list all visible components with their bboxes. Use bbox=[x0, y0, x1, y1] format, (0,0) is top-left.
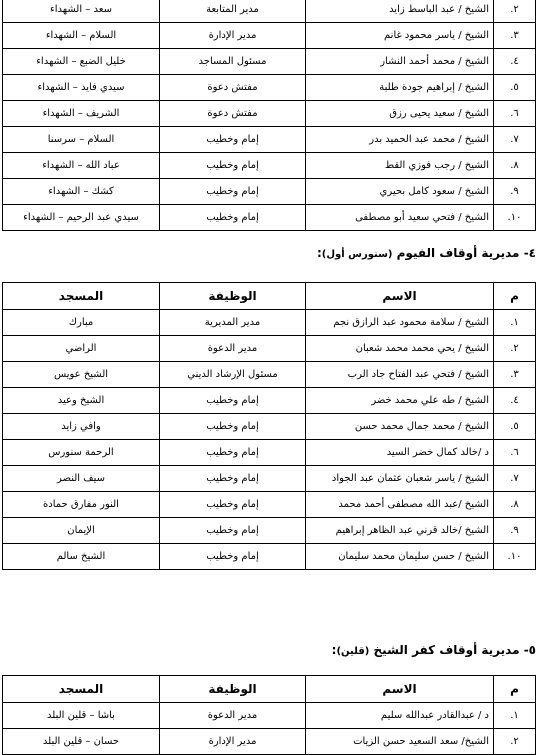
row-name: الشيخ / محمد جمال محمد حسن bbox=[306, 414, 494, 440]
row-number: ٦. bbox=[494, 440, 536, 466]
table-row bbox=[3, 440, 536, 466]
row-job: إمام وخطيب bbox=[160, 388, 306, 414]
table-row bbox=[3, 127, 536, 153]
row-number: ١. bbox=[494, 310, 536, 336]
row-job: إمام وخطيب bbox=[160, 179, 306, 205]
row-number: ١. bbox=[494, 703, 536, 729]
section-5-table bbox=[2, 675, 536, 755]
table-row bbox=[3, 310, 536, 336]
section-5-number: ٥- bbox=[523, 643, 536, 657]
row-job: إمام وخطيب bbox=[160, 492, 306, 518]
row-name: الشيخ / سعود كامل بحيري bbox=[306, 179, 494, 205]
row-number: ٥. bbox=[494, 75, 536, 101]
row-name: الشيخ / طه علي محمد خضر bbox=[306, 388, 494, 414]
header-name: الاسم bbox=[306, 283, 494, 310]
section-4-number: ٤- bbox=[523, 246, 536, 260]
table-row bbox=[3, 336, 536, 362]
row-mosque: النور مفارق حمادة bbox=[3, 492, 160, 518]
table-row bbox=[3, 75, 536, 101]
row-job: مفتش دعوة bbox=[160, 75, 306, 101]
row-name: الشيخ / فتحي عبد الفتاح جاد الرب bbox=[306, 362, 494, 388]
row-mosque: باشا – قلين البلد bbox=[3, 703, 160, 729]
continued-table bbox=[2, 0, 536, 231]
table-row bbox=[3, 729, 536, 755]
row-number: ٧. bbox=[494, 127, 536, 153]
row-job: إمام وخطيب bbox=[160, 466, 306, 492]
table-row bbox=[3, 153, 536, 179]
row-job: إمام وخطيب bbox=[160, 153, 306, 179]
row-mosque: مبارك bbox=[3, 310, 160, 336]
row-name: الشيخ/ سعد السعيد حسن الزيات bbox=[306, 729, 494, 755]
row-job: مدير الإدارة bbox=[160, 23, 306, 49]
row-mosque: الشيخ سالم bbox=[3, 544, 160, 570]
row-name: د /خالد كمال خضر السيد bbox=[306, 440, 494, 466]
row-job: مفتش دعوة bbox=[160, 101, 306, 127]
table-row bbox=[3, 362, 536, 388]
row-mosque: عباد الله – الشهداء bbox=[3, 153, 160, 179]
section-5-heading bbox=[332, 643, 536, 657]
table-row bbox=[3, 466, 536, 492]
row-job: إمام وخطيب bbox=[160, 205, 306, 231]
row-number: ٦. bbox=[494, 101, 536, 127]
row-mosque: الشيخ وعيد bbox=[3, 388, 160, 414]
row-name: الشيخ / حسن سليمان محمد سليمان bbox=[306, 544, 494, 570]
row-job: مسئول الإرشاد الديني bbox=[160, 362, 306, 388]
row-number: ٨. bbox=[494, 492, 536, 518]
row-number: ٢. bbox=[494, 336, 536, 362]
row-mosque: سيدي عبد الرحيم – الشهداء bbox=[3, 205, 160, 231]
row-number: ٢. bbox=[494, 729, 536, 755]
row-mosque: سعد – الشهداء bbox=[3, 0, 160, 23]
row-mosque: حسان – قلين البلد bbox=[3, 729, 160, 755]
row-number: ٤. bbox=[494, 49, 536, 75]
row-mosque: خليل الضبع – الشهداء bbox=[3, 49, 160, 75]
table-row bbox=[3, 492, 536, 518]
row-name: الشيخ / يحي محمد محمد شعبان bbox=[306, 336, 494, 362]
row-mosque: الإيمان bbox=[3, 518, 160, 544]
row-number: ١٠. bbox=[494, 544, 536, 570]
row-mosque: كشك – الشهداء bbox=[3, 179, 160, 205]
header-job: الوظيفة bbox=[160, 676, 306, 703]
table-row bbox=[3, 179, 536, 205]
row-number: ٧. bbox=[494, 466, 536, 492]
header-mosque: المسجد bbox=[3, 283, 160, 310]
row-number: ٣. bbox=[494, 23, 536, 49]
row-mosque: الرحمة سنورس bbox=[3, 440, 160, 466]
table-row bbox=[3, 23, 536, 49]
table-row bbox=[3, 703, 536, 729]
row-job: إمام وخطيب bbox=[160, 127, 306, 153]
row-mosque: سيف النصر bbox=[3, 466, 160, 492]
row-job: مسئول المساجد bbox=[160, 49, 306, 75]
row-name: د / عبدالقادر عبدالله سليم bbox=[306, 703, 494, 729]
row-mosque: الشريف – الشهداء bbox=[3, 101, 160, 127]
row-name: الشيخ / إبراهيم جودة طلبة bbox=[306, 75, 494, 101]
row-job: مدير الدعوة bbox=[160, 336, 306, 362]
row-job: إمام وخطيب bbox=[160, 440, 306, 466]
continued-table-body bbox=[3, 0, 536, 231]
row-number: ٩. bbox=[494, 179, 536, 205]
section-4-table bbox=[2, 282, 536, 570]
row-name: الشيخ / محمد أحمد النشار bbox=[306, 49, 494, 75]
row-mosque: الشيخ عويس bbox=[3, 362, 160, 388]
section-4-heading bbox=[317, 246, 536, 260]
table-header-row bbox=[3, 676, 536, 703]
section-5-subtitle: (قلين) bbox=[336, 646, 370, 657]
row-number: ٢. bbox=[494, 0, 536, 23]
table-row bbox=[3, 388, 536, 414]
row-job: إمام وخطيب bbox=[160, 518, 306, 544]
row-name: الشيخ /خالد قرني عبد الظاهر إبراهيم bbox=[306, 518, 494, 544]
row-job: مدير المتابعة bbox=[160, 0, 306, 23]
row-mosque: الراضي bbox=[3, 336, 160, 362]
header-mosque: المسجد bbox=[3, 676, 160, 703]
row-job: مدير المديرية bbox=[160, 310, 306, 336]
row-number: ١٠. bbox=[494, 205, 536, 231]
row-mosque: وافي زايد bbox=[3, 414, 160, 440]
header-name: الاسم bbox=[306, 676, 494, 703]
row-job: مدير الدعوة bbox=[160, 703, 306, 729]
header-job: الوظيفة bbox=[160, 283, 306, 310]
row-number: ٣. bbox=[494, 362, 536, 388]
row-name: الشيخ / سعيد يحيى رزق bbox=[306, 101, 494, 127]
section-4-colon: : bbox=[316, 246, 322, 260]
table-header-row bbox=[3, 283, 536, 310]
row-mosque: سيدي فايد – الشهداء bbox=[3, 75, 160, 101]
table-row bbox=[3, 0, 536, 23]
row-name: الشيخ /عبد الله مصطفى أحمد محمد bbox=[306, 492, 494, 518]
section-5-colon: : bbox=[331, 643, 337, 657]
row-job: مدير الإدارة bbox=[160, 729, 306, 755]
table-row bbox=[3, 205, 536, 231]
table-row bbox=[3, 49, 536, 75]
row-name: الشيخ / ياسر محمود غانم bbox=[306, 23, 494, 49]
row-name: الشيخ / فتحي سعيد أبو مصطفى bbox=[306, 205, 494, 231]
row-name: الشيخ / رجب فوزي القط bbox=[306, 153, 494, 179]
section-4-subtitle: (سنورس أول) bbox=[321, 249, 393, 260]
row-number: ٤. bbox=[494, 388, 536, 414]
row-job: إمام وخطيب bbox=[160, 544, 306, 570]
row-number: ٥. bbox=[494, 414, 536, 440]
table-row bbox=[3, 101, 536, 127]
section-5-title: مديرية أوقاف كفر الشيخ bbox=[373, 643, 520, 657]
header-number: م bbox=[494, 676, 536, 703]
header-number: م bbox=[494, 283, 536, 310]
row-mosque: السلام – سرسنا bbox=[3, 127, 160, 153]
row-number: ٩. bbox=[494, 518, 536, 544]
row-name: الشيخ / ياسر شعبان عثمان عبد الجواد bbox=[306, 466, 494, 492]
row-mosque: السلام – الشهداء bbox=[3, 23, 160, 49]
row-job: إمام وخطيب bbox=[160, 414, 306, 440]
table-row bbox=[3, 544, 536, 570]
row-name: الشيخ / سلامة محمود عبد الرازق نجم bbox=[306, 310, 494, 336]
row-name: الشيخ / محمد عبد الحميد بدر bbox=[306, 127, 494, 153]
row-name: الشيخ / عبد الباسط زايد bbox=[306, 0, 494, 23]
row-number: ٨. bbox=[494, 153, 536, 179]
table-row bbox=[3, 414, 536, 440]
table-row bbox=[3, 518, 536, 544]
section-4-title: مديرية أوقاف الفيوم bbox=[396, 246, 520, 260]
